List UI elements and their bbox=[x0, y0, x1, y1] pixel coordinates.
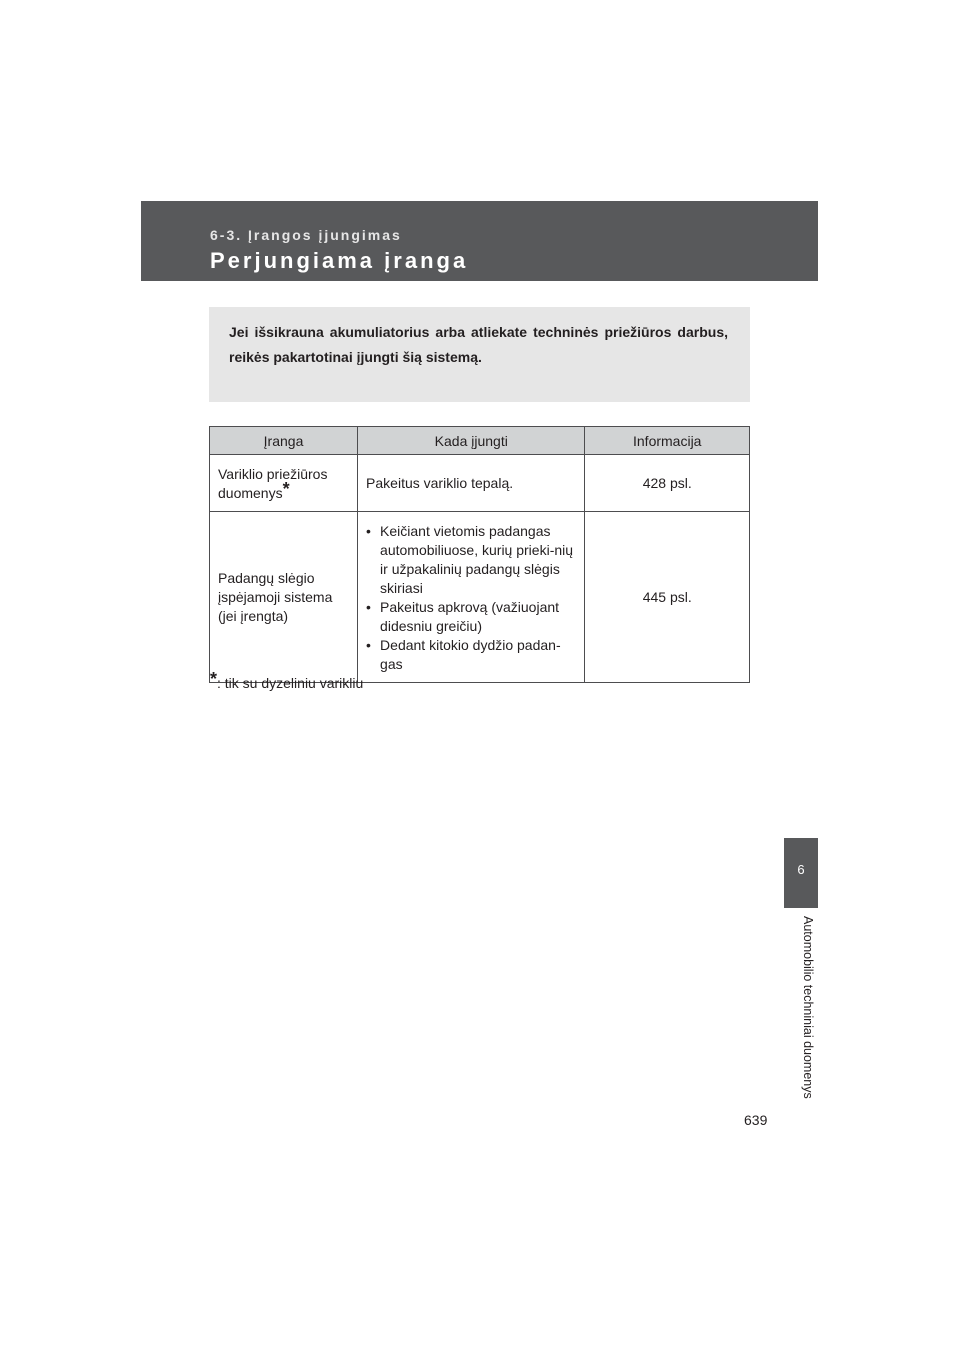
page-title: Perjungiama įranga bbox=[210, 248, 469, 273]
equipment-name: Variklio priežiūros duomenys bbox=[218, 465, 328, 501]
list-item: • Pakeitus apkrovą (važiuojant didesniu greičiu) bbox=[366, 598, 576, 636]
table-cell-when bbox=[358, 512, 585, 683]
when-text: Pakeitus variklio tepalą. bbox=[366, 475, 514, 491]
chapter-number: 6 bbox=[797, 862, 805, 877]
list-item: • Keičiant vietomis padangas automobiliuose, kurių prieki-nių ir užpakalinių padangų slėgis skiriasi bbox=[366, 522, 576, 598]
table-row bbox=[210, 455, 750, 512]
table-cell-info bbox=[585, 455, 750, 512]
section-label: 6-3. Įrangos įjungimas bbox=[210, 227, 402, 243]
equipment-name: Padangų slėgio įspėjamoji sistema (jei įrengta) bbox=[218, 570, 333, 624]
header-bar bbox=[141, 201, 818, 281]
footnote-mark: * bbox=[210, 669, 218, 689]
intro-box bbox=[209, 307, 750, 402]
info-text: 428 psl. bbox=[642, 474, 692, 491]
page-number: 639 bbox=[744, 1112, 768, 1128]
when-list bbox=[366, 522, 576, 674]
footnote bbox=[210, 669, 364, 691]
footnote-text: : tik su dyzeliniu varikliu bbox=[217, 675, 364, 691]
table-header-info: Informacija bbox=[585, 427, 750, 455]
table-header-row bbox=[210, 427, 750, 455]
chapter-label: Automobilio techniniai duomenys bbox=[801, 916, 815, 1099]
intro-text: Jei išsikrauna akumuliatorius arba atliekate techninės priežiūros darbus, reikės pakartotinai įjungti šią sistemą. bbox=[229, 324, 728, 365]
equipment-table bbox=[209, 426, 750, 683]
table-cell-when bbox=[358, 455, 585, 512]
info-text: 445 psl. bbox=[642, 588, 692, 605]
table-cell-info bbox=[585, 512, 750, 683]
table-cell-equipment bbox=[210, 512, 358, 683]
list-item: • Dedant kitokio dydžio padan-gas bbox=[366, 636, 576, 674]
table-header-equipment: Įranga bbox=[210, 427, 358, 455]
table-row bbox=[210, 512, 750, 683]
table-header-when: Kada įjungti bbox=[358, 427, 585, 455]
footnote-mark: * bbox=[282, 478, 290, 499]
table-cell-equipment bbox=[210, 455, 358, 512]
chapter-tab bbox=[784, 838, 818, 908]
